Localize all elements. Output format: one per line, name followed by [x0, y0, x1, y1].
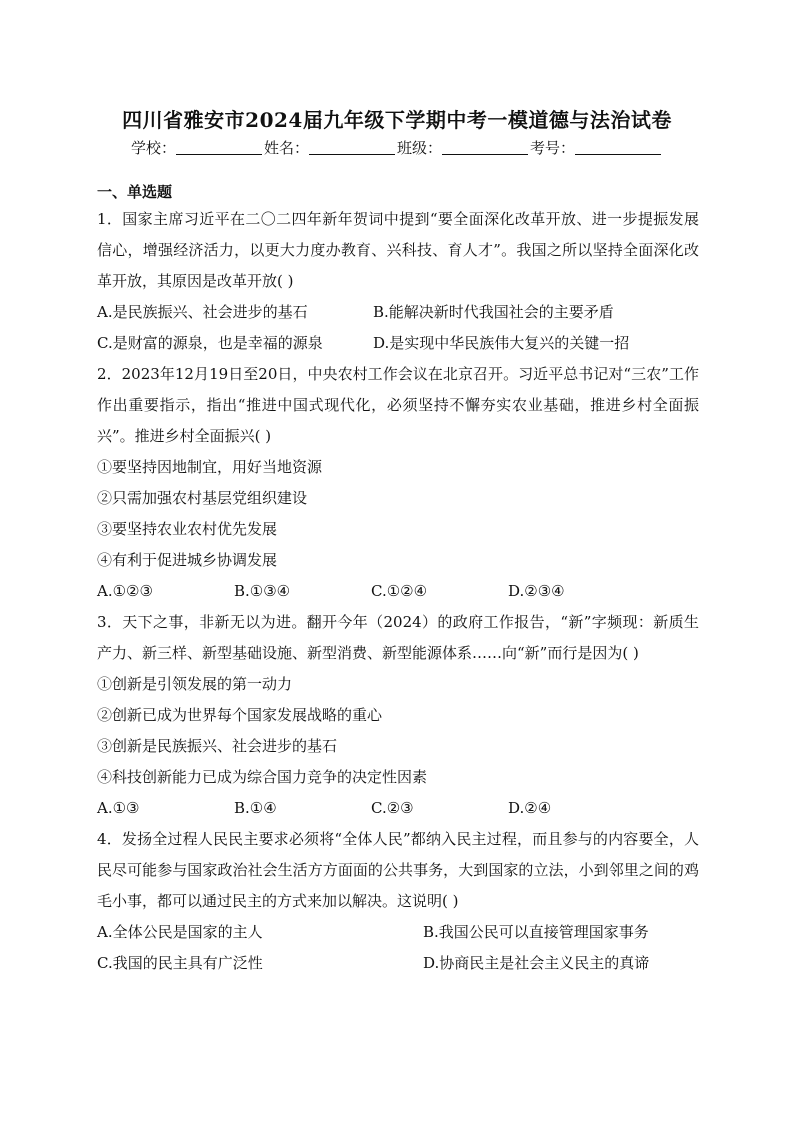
option-d: D.②③④: [508, 582, 565, 600]
option-b: B.①③④: [234, 582, 291, 600]
option-b: B.能解决新时代我国社会的主要矛盾: [373, 303, 614, 321]
school-label: 学校：: [130, 139, 176, 157]
option-row: [97, 297, 699, 328]
option-a: A.①③: [97, 799, 140, 817]
class-blank: [442, 140, 528, 155]
option-d: D.协商民主是社会主义民主的真谛: [423, 954, 650, 972]
option-c: C.我国的民主具有广泛性: [97, 954, 263, 972]
question-1: [97, 204, 699, 359]
statement-4: ④有利于促进城乡协调发展: [97, 551, 278, 569]
page-title: 四川省雅安市2024届九年级下学期中考一模道德与法治试卷: [122, 108, 672, 132]
question-4: [97, 824, 699, 979]
name-blank: [309, 140, 395, 155]
statement-4: ④科技创新能力已成为综合国力竞争的决定性因素: [97, 768, 428, 786]
option-b: B.①④: [234, 799, 277, 817]
statement-3: ③创新是民族振兴、社会进步的基石: [97, 737, 338, 755]
option-b: B.我国公民可以直接管理国家事务: [423, 923, 649, 941]
question-stem: 3．天下之事，非新无以为进。翻开今年（2024）的政府工作报告，“新”字频现：新质生产力、新三样、新型基础设施、新型消费、新型能源体系……向“新”而行是因为( ): [97, 613, 699, 662]
option-a: A.①②③: [97, 582, 153, 600]
question-2: [97, 359, 699, 607]
question-stem: 2．2023年12月19日至20日，中央农村工作会议在北京召开。习近平总书记对“三农”工作作出重要指示，指出“推进中国式现代化，必须坚持不懈夯实农业基础，推进乡村全面振兴”。推进乡村全面振兴( ): [97, 365, 699, 445]
option-row: [97, 576, 699, 607]
option-a: A.全体公民是国家的主人: [97, 923, 263, 941]
option-row: [97, 793, 699, 824]
option-row: [97, 917, 699, 948]
option-d: D.是实现中华民族伟大复兴的关键一招: [373, 334, 630, 352]
section-heading: 一、单选题: [97, 183, 173, 201]
option-c: C.①②④: [371, 582, 428, 600]
option-row: [97, 948, 699, 979]
statement-2: ②创新已成为世界每个国家发展战略的重心: [97, 706, 383, 724]
statement-1: ①要坚持因地制宜，用好当地资源: [97, 458, 323, 476]
student-info-line: [0, 137, 794, 158]
school-blank: [176, 140, 262, 155]
option-row: [97, 328, 699, 359]
option-d: D.②④: [508, 799, 552, 817]
option-a: A.是民族振兴、社会进步的基石: [97, 303, 308, 321]
class-label: 班级：: [397, 139, 443, 157]
exam-number-blank: [575, 140, 661, 155]
name-label: 姓名：: [263, 139, 309, 157]
statement-3: ③要坚持农业农村优先发展: [97, 520, 278, 538]
option-c: C.②③: [371, 799, 414, 817]
questions-list: [97, 204, 699, 979]
question-stem: 1．国家主席习近平在二〇二四年新年贺词中提到“要全面深化改革开放、进一步提振发展信心，增强经济活力，以更大力度办教育、兴科技、育人才”。我国之所以坚持全面深化改革开放，其原因是改革开放( ): [97, 210, 699, 290]
exam-number-label: 考号：: [530, 139, 576, 157]
question-stem: 4．发扬全过程人民民主要求必须将“全体人民”都纳入民主过程，而且参与的内容要全，人民尽可能参与国家政治社会生活方方面面的公共事务，大到国家的立法，小到邻里之间的鸡毛小事，都可以通过民主的方式来加以解决。这说明( ): [97, 830, 699, 910]
statement-1: ①创新是引领发展的第一动力: [97, 675, 293, 693]
statement-2: ②只需加强农村基层党组织建设: [97, 489, 308, 507]
option-c: C.是财富的源泉，也是幸福的源泉: [97, 334, 323, 352]
question-3: [97, 607, 699, 824]
